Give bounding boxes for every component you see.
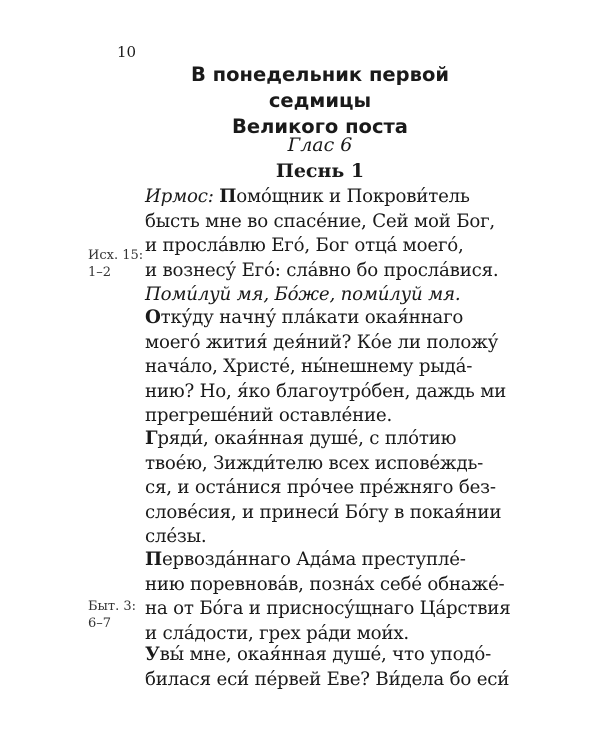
- drop-cap: Г: [145, 428, 158, 449]
- irmos-paragraph: [145, 185, 505, 308]
- margin-reference-line: 1–2: [88, 265, 112, 280]
- troparion-1-line-3: нача́ло, Христе́, ны́нешнему рыда́-: [145, 356, 473, 377]
- troparion-2-line-1-text: ряди́, окая́нная душе́, с пло́тию: [157, 428, 457, 449]
- troparion-4: [145, 643, 510, 692]
- troparion-3-line-3: на от Бо́га и присносу́щнаго Ца́рствия: [145, 598, 511, 619]
- troparion-3-line-1-text: ервозда́ннаго Ада́ма преступле́-: [161, 549, 466, 570]
- margin-reference-line: Исх. 15:: [88, 248, 144, 263]
- drop-cap: О: [145, 307, 161, 328]
- troparion-3-line-4: и сла́дости, грех ра́ди мои́х.: [145, 622, 409, 644]
- troparion-1-line-1-text: тку́ду начну́ пла́кати окая́ннаго: [160, 307, 464, 328]
- troparion-4-line-2: билася еси́ пе́рвей Еве? Ви́дела бо еси́: [145, 668, 510, 690]
- refrain: Поми́луй мя, Бо́же, поми́луй мя.: [145, 284, 461, 305]
- title-line-1: В понедельник первой седмицы: [190, 63, 450, 112]
- troparion-4-line-1-text: вы́ мне, окая́нная душе́, что уподо́-: [159, 644, 492, 665]
- troparion-2-line-2: твое́ю, Зижди́телю всех испове́ждь-: [145, 452, 484, 474]
- margin-reference-line: 6–7: [88, 616, 112, 631]
- page-title: [140, 62, 500, 140]
- troparion-2: [145, 427, 505, 550]
- drop-cap: У: [145, 644, 160, 665]
- page-number: 10: [117, 43, 137, 61]
- troparion-1-line-5: прегреше́ний оставле́ние.: [145, 405, 393, 426]
- troparion-2-line-5: сле́зы.: [145, 526, 207, 547]
- troparion-2-line-3: ся, и оста́нися про́чее пре́жняго без-: [145, 477, 496, 498]
- irmos-line-2: бысть мне во спасе́ние, Сей мой Бог,: [145, 210, 496, 232]
- troparion-1-line-4: нию? Но, я́ко благоутро́бен, даждь ми: [145, 380, 507, 402]
- troparion-3-line-2: нию поревнова́в, позна́х себе́ обнаже́-: [145, 573, 505, 595]
- irmos-line-4: и вознесу́ Его́: сла́вно бо просла́вися.: [145, 259, 499, 281]
- irmos-line-3: и просла́влю Его́, Бог отца́ моего́,: [145, 235, 464, 256]
- tone-heading: Глас 6: [287, 134, 353, 156]
- irmos-line-1: [145, 185, 505, 210]
- troparion-2-line-4: слове́сия, и принеси́ Бо́гу в покая́нии: [145, 501, 502, 523]
- troparion-3: [145, 548, 511, 646]
- irmos-line-1-text: омо́щник и Покрови́тель: [236, 186, 470, 207]
- troparion-1: [145, 306, 505, 429]
- ode-heading: Песнь 1: [275, 160, 365, 182]
- troparion-3-line-1: [145, 548, 505, 573]
- margin-reference-exodus: [88, 247, 143, 281]
- margin-reference-line: Быт. 3:: [88, 599, 137, 614]
- drop-cap: П: [219, 186, 237, 207]
- margin-reference-genesis: [88, 598, 136, 632]
- troparion-2-line-1: [145, 427, 505, 452]
- troparion-4-line-1: [145, 643, 505, 668]
- irmos-label: Ирмос:: [145, 186, 214, 207]
- title-line-2: Великого поста: [232, 115, 408, 138]
- drop-cap: П: [145, 549, 162, 570]
- troparion-1-line-2: моего́ жития́ дея́ний? Ко́е ли положу́: [145, 331, 499, 353]
- troparion-1-line-1: [145, 306, 505, 331]
